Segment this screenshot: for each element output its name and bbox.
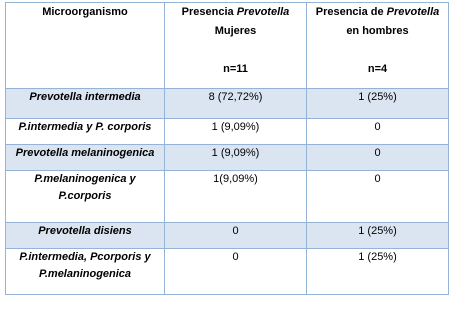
table-row bbox=[6, 223, 449, 249]
microorganism-name: P.intermedia, Pcorporis y bbox=[19, 251, 151, 263]
microorganism-name: P.corporis bbox=[58, 190, 112, 202]
header-col2-presencia: Presencia bbox=[181, 6, 237, 18]
microorganism-cell bbox=[6, 119, 165, 145]
header-row bbox=[6, 3, 449, 89]
header-col2-line1 bbox=[168, 3, 303, 22]
microorganism-name: Prevotella disiens bbox=[38, 225, 132, 237]
header-col3-line2: en hombres bbox=[346, 25, 409, 37]
mujeres-value-cell: 8 (72,72%) bbox=[165, 89, 307, 119]
microorganism-name: Prevotella intermedia bbox=[29, 91, 141, 103]
table-row bbox=[6, 249, 449, 295]
microorganism-name: P.melaninogenica y bbox=[34, 173, 136, 185]
table-row bbox=[6, 89, 449, 119]
header-hombres bbox=[307, 3, 449, 89]
microorganism-name: Prevotella melaninogenica bbox=[15, 147, 155, 159]
hombres-value-cell: 1 (25%) bbox=[307, 223, 449, 249]
microorganism-name: P.intermedia y P. corporis bbox=[18, 121, 152, 133]
table-body bbox=[6, 89, 449, 295]
table-row bbox=[6, 145, 449, 171]
microorganism-cell bbox=[6, 171, 165, 223]
header-col2-n: n=11 bbox=[223, 63, 248, 75]
microorganism-name: P.melaninogenica bbox=[38, 268, 132, 280]
header-col2-genus: Prevotella bbox=[236, 6, 290, 18]
hombres-value-cell: 0 bbox=[307, 171, 449, 223]
microorganism-cell bbox=[6, 145, 165, 171]
header-col1-text: Microorganismo bbox=[42, 6, 128, 18]
hombres-value-cell: 0 bbox=[307, 145, 449, 171]
header-col3-line1 bbox=[310, 3, 445, 22]
microorganism-cell bbox=[6, 223, 165, 249]
header-col3-presencia: Presencia de bbox=[315, 6, 387, 18]
table-row bbox=[6, 119, 449, 145]
results-table bbox=[5, 2, 449, 295]
mujeres-value-cell: 1(9,09%) bbox=[165, 171, 307, 223]
header-col3-n: n=4 bbox=[367, 63, 388, 75]
mujeres-value-cell: 1 (9,09%) bbox=[165, 119, 307, 145]
hombres-value-cell: 1 (25%) bbox=[307, 249, 449, 295]
header-col3-genus: Prevotella bbox=[386, 6, 440, 18]
header-mujeres bbox=[165, 3, 307, 89]
microorganism-cell bbox=[6, 89, 165, 119]
hombres-value-cell: 1 (25%) bbox=[307, 89, 449, 119]
mujeres-value-cell: 1 (9,09%) bbox=[165, 145, 307, 171]
header-microorganismo bbox=[6, 3, 165, 89]
header-col2-line2: Mujeres bbox=[214, 25, 257, 37]
table-row bbox=[6, 171, 449, 223]
mujeres-value-cell: 0 bbox=[165, 223, 307, 249]
mujeres-value-cell: 0 bbox=[165, 249, 307, 295]
microorganism-cell bbox=[6, 249, 165, 295]
hombres-value-cell: 0 bbox=[307, 119, 449, 145]
